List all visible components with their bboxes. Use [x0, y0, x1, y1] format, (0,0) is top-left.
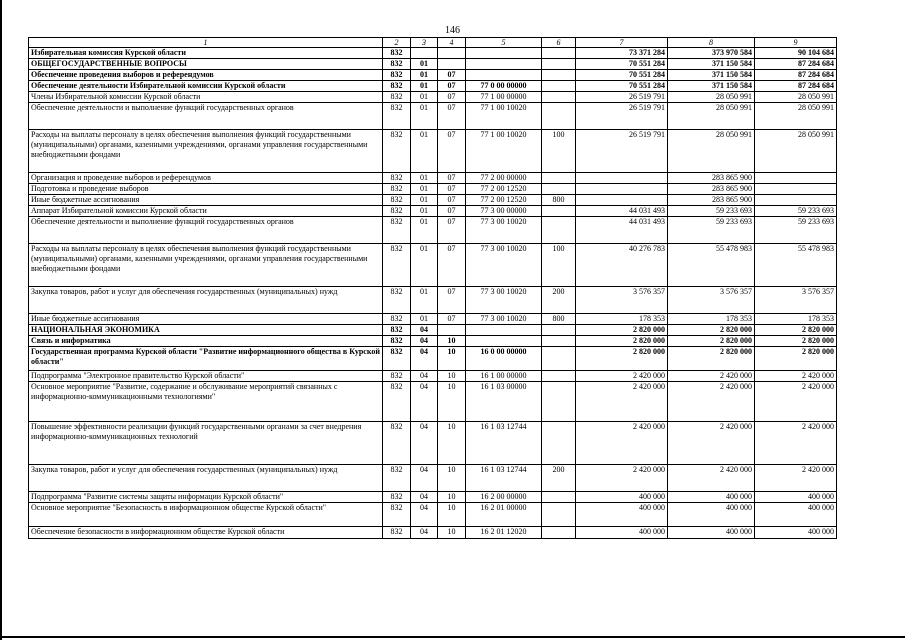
- rz-cell: 01: [411, 244, 438, 287]
- amount-year2-cell: 2 420 000: [668, 382, 755, 422]
- pr-cell: 07: [438, 195, 466, 206]
- gr-cell: 832: [383, 92, 411, 103]
- amount-year3-cell: 90 104 684: [755, 48, 837, 59]
- amount-year3-cell: [755, 195, 837, 206]
- amount-year2-cell: 55 478 983: [668, 244, 755, 287]
- pr-cell: 07: [438, 173, 466, 184]
- header-cell: 8: [668, 38, 755, 48]
- pr-cell: [438, 325, 466, 336]
- name-cell: Закупка товаров, работ и услуг для обеспечения государственных (муниципальных) нужд: [29, 465, 383, 492]
- gr-cell: 832: [383, 347, 411, 371]
- pr-cell: 07: [438, 103, 466, 130]
- name-cell: НАЦИОНАЛЬНАЯ ЭКОНОМИКА: [29, 325, 383, 336]
- table-row: [29, 314, 837, 325]
- amount-year2-cell: 400 000: [668, 527, 755, 539]
- table-row: [29, 48, 837, 59]
- pr-cell: [438, 48, 466, 59]
- name-cell: Иные бюджетные ассигнования: [29, 195, 383, 206]
- header-cell: 5: [466, 38, 542, 48]
- gr-cell: 832: [383, 59, 411, 70]
- amount-year1-cell: 2 420 000: [576, 422, 668, 465]
- table-row: [29, 382, 837, 422]
- header-cell: 7: [576, 38, 668, 48]
- name-cell: Подпрограмма "Развитие системы защиты информации Курской области": [29, 492, 383, 503]
- amount-year2-cell: 400 000: [668, 503, 755, 527]
- amount-year3-cell: [755, 184, 837, 195]
- gr-cell: 832: [383, 48, 411, 59]
- name-cell: Обеспечение безопасности в информационном обществе Курской области: [29, 527, 383, 539]
- rz-cell: 01: [411, 81, 438, 92]
- amount-year2-cell: 283 865 900: [668, 195, 755, 206]
- vr-cell: [542, 184, 576, 195]
- pr-cell: 10: [438, 347, 466, 371]
- csr-cell: 77 3 00 00000: [466, 206, 542, 217]
- amount-year1-cell: 178 353: [576, 314, 668, 325]
- amount-year3-cell: 28 050 991: [755, 103, 837, 130]
- csr-cell: 77 3 00 10020: [466, 244, 542, 287]
- amount-year1-cell: 2 420 000: [576, 382, 668, 422]
- amount-year3-cell: 87 284 684: [755, 81, 837, 92]
- table-row: [29, 92, 837, 103]
- amount-year1-cell: 26 519 791: [576, 103, 668, 130]
- name-cell: Иные бюджетные ассигнования: [29, 314, 383, 325]
- rz-cell: 01: [411, 70, 438, 81]
- amount-year2-cell: 2 420 000: [668, 465, 755, 492]
- pr-cell: 10: [438, 336, 466, 347]
- header-cell: 2: [383, 38, 411, 48]
- pr-cell: 07: [438, 287, 466, 314]
- amount-year3-cell: 87 284 684: [755, 70, 837, 81]
- table-row: [29, 527, 837, 539]
- header-cell: 1: [29, 38, 383, 48]
- header-cell: 6: [542, 38, 576, 48]
- vr-cell: [542, 48, 576, 59]
- pr-cell: 07: [438, 130, 466, 173]
- csr-cell: 77 3 00 10020: [466, 314, 542, 325]
- gr-cell: 832: [383, 70, 411, 81]
- amount-year2-cell: 3 576 357: [668, 287, 755, 314]
- amount-year3-cell: 59 233 693: [755, 217, 837, 244]
- table-row: [29, 130, 837, 173]
- amount-year1-cell: 26 519 791: [576, 92, 668, 103]
- table-row: [29, 244, 837, 287]
- amount-year1-cell: 70 551 284: [576, 70, 668, 81]
- pr-cell: 07: [438, 314, 466, 325]
- name-cell: Расходы на выплаты персоналу в целях обеспечения выполнения функций государственными (муниципальными) органами, казенными учреждениями, органами управления государственными внебюджетными фондами: [29, 244, 383, 287]
- header-cell: 4: [438, 38, 466, 48]
- vr-cell: [542, 503, 576, 527]
- amount-year2-cell: 2 820 000: [668, 336, 755, 347]
- table-row: [29, 173, 837, 184]
- name-cell: Члены Избирательной комиссии Курской области: [29, 92, 383, 103]
- amount-year2-cell: 28 050 991: [668, 92, 755, 103]
- table-row: [29, 206, 837, 217]
- amount-year1-cell: 400 000: [576, 503, 668, 527]
- csr-cell: 16 2 01 12020: [466, 527, 542, 539]
- gr-cell: 832: [383, 336, 411, 347]
- amount-year3-cell: 3 576 357: [755, 287, 837, 314]
- pr-cell: 07: [438, 92, 466, 103]
- gr-cell: 832: [383, 130, 411, 173]
- name-cell: Обеспечение деятельности и выполнение функций государственных органов: [29, 103, 383, 130]
- vr-cell: [542, 527, 576, 539]
- name-cell: ОБЩЕГОСУДАРСТВЕННЫЕ ВОПРОСЫ: [29, 59, 383, 70]
- amount-year2-cell: 2 420 000: [668, 371, 755, 382]
- amount-year3-cell: 2 820 000: [755, 336, 837, 347]
- gr-cell: 832: [383, 195, 411, 206]
- vr-cell: 200: [542, 465, 576, 492]
- amount-year1-cell: 2 420 000: [576, 371, 668, 382]
- name-cell: Основное мероприятие "Развитие, содержание и обслуживание мероприятий связанных с информационно-коммуникационными технологиями": [29, 382, 383, 422]
- amount-year3-cell: 28 050 991: [755, 130, 837, 173]
- vr-cell: [542, 492, 576, 503]
- amount-year3-cell: 2 820 000: [755, 347, 837, 371]
- amount-year3-cell: 55 478 983: [755, 244, 837, 287]
- rz-cell: 01: [411, 184, 438, 195]
- csr-cell: 16 1 03 12744: [466, 422, 542, 465]
- name-cell: Организация и проведение выборов и референдумов: [29, 173, 383, 184]
- page-number: 146: [445, 25, 460, 36]
- vr-cell: [542, 217, 576, 244]
- vr-cell: 800: [542, 195, 576, 206]
- amount-year1-cell: 44 031 493: [576, 206, 668, 217]
- csr-cell: 77 2 00 12520: [466, 184, 542, 195]
- rz-cell: 01: [411, 103, 438, 130]
- amount-year1-cell: 73 371 284: [576, 48, 668, 59]
- amount-year3-cell: 178 353: [755, 314, 837, 325]
- vr-cell: 100: [542, 244, 576, 287]
- amount-year1-cell: 400 000: [576, 492, 668, 503]
- amount-year3-cell: 2 420 000: [755, 422, 837, 465]
- vr-cell: [542, 81, 576, 92]
- amount-year3-cell: 2 420 000: [755, 371, 837, 382]
- rz-cell: 04: [411, 492, 438, 503]
- amount-year1-cell: 2 420 000: [576, 465, 668, 492]
- amount-year1-cell: 3 576 357: [576, 287, 668, 314]
- rz-cell: 04: [411, 465, 438, 492]
- pr-cell: 07: [438, 70, 466, 81]
- gr-cell: 832: [383, 465, 411, 492]
- name-cell: Подготовка и проведение выборов: [29, 184, 383, 195]
- amount-year2-cell: 28 050 991: [668, 103, 755, 130]
- pr-cell: [438, 59, 466, 70]
- table-row: [29, 81, 837, 92]
- gr-cell: 832: [383, 244, 411, 287]
- gr-cell: 832: [383, 527, 411, 539]
- gr-cell: 832: [383, 103, 411, 130]
- csr-cell: 77 3 00 10020: [466, 217, 542, 244]
- amount-year2-cell: 373 970 584: [668, 48, 755, 59]
- vr-cell: 800: [542, 314, 576, 325]
- table-row: [29, 492, 837, 503]
- amount-year1-cell: 40 276 783: [576, 244, 668, 287]
- table-row: [29, 503, 837, 527]
- amount-year3-cell: 400 000: [755, 492, 837, 503]
- csr-cell: [466, 70, 542, 81]
- csr-cell: [466, 336, 542, 347]
- vr-cell: [542, 173, 576, 184]
- rz-cell: 01: [411, 59, 438, 70]
- amount-year2-cell: 2 420 000: [668, 422, 755, 465]
- table-row: [29, 325, 837, 336]
- pr-cell: 07: [438, 184, 466, 195]
- amount-year2-cell: 178 353: [668, 314, 755, 325]
- pr-cell: 10: [438, 492, 466, 503]
- rz-cell: 04: [411, 325, 438, 336]
- rz-cell: 01: [411, 217, 438, 244]
- amount-year1-cell: 44 031 493: [576, 217, 668, 244]
- name-cell: Связь и информатика: [29, 336, 383, 347]
- csr-cell: 77 3 00 10020: [466, 287, 542, 314]
- amount-year2-cell: 400 000: [668, 492, 755, 503]
- name-cell: Закупка товаров, работ и услуг для обеспечения государственных (муниципальных) нужд: [29, 287, 383, 314]
- name-cell: Избирательная комиссия Курской области: [29, 48, 383, 59]
- header-cell: 3: [411, 38, 438, 48]
- gr-cell: 832: [383, 371, 411, 382]
- csr-cell: 16 0 00 00000: [466, 347, 542, 371]
- gr-cell: 832: [383, 184, 411, 195]
- table-row: [29, 184, 837, 195]
- table-row: [29, 336, 837, 347]
- table-row: [29, 465, 837, 492]
- amount-year2-cell: 59 233 693: [668, 206, 755, 217]
- rz-cell: 04: [411, 347, 438, 371]
- rz-cell: 04: [411, 336, 438, 347]
- header-cell: 9: [755, 38, 837, 48]
- pr-cell: 07: [438, 81, 466, 92]
- table-row: [29, 422, 837, 465]
- amount-year3-cell: 28 050 991: [755, 92, 837, 103]
- rz-cell: 04: [411, 382, 438, 422]
- gr-cell: 832: [383, 287, 411, 314]
- csr-cell: 77 2 00 12520: [466, 195, 542, 206]
- name-cell: Обеспечение проведения выборов и референдумов: [29, 70, 383, 81]
- csr-cell: [466, 48, 542, 59]
- gr-cell: 832: [383, 314, 411, 325]
- amount-year2-cell: 371 150 584: [668, 70, 755, 81]
- rz-cell: 01: [411, 314, 438, 325]
- vr-cell: [542, 103, 576, 130]
- gr-cell: 832: [383, 206, 411, 217]
- csr-cell: 16 1 00 00000: [466, 371, 542, 382]
- csr-cell: 16 1 03 12744: [466, 465, 542, 492]
- csr-cell: 16 2 01 00000: [466, 503, 542, 527]
- amount-year2-cell: 2 820 000: [668, 325, 755, 336]
- pr-cell: 10: [438, 382, 466, 422]
- gr-cell: 832: [383, 325, 411, 336]
- csr-cell: 77 1 00 10020: [466, 130, 542, 173]
- table-header-row: [29, 38, 837, 48]
- csr-cell: 16 2 00 00000: [466, 492, 542, 503]
- pr-cell: 10: [438, 503, 466, 527]
- amount-year3-cell: 2 420 000: [755, 465, 837, 492]
- amount-year3-cell: 2 820 000: [755, 325, 837, 336]
- rz-cell: 01: [411, 195, 438, 206]
- vr-cell: [542, 92, 576, 103]
- rz-cell: 04: [411, 527, 438, 539]
- csr-cell: 77 2 00 00000: [466, 173, 542, 184]
- vr-cell: [542, 325, 576, 336]
- pr-cell: 07: [438, 217, 466, 244]
- amount-year2-cell: 28 050 991: [668, 130, 755, 173]
- rz-cell: 01: [411, 173, 438, 184]
- gr-cell: 832: [383, 382, 411, 422]
- rz-cell: 04: [411, 503, 438, 527]
- vr-cell: [542, 422, 576, 465]
- vr-cell: [542, 347, 576, 371]
- amount-year1-cell: [576, 173, 668, 184]
- amount-year1-cell: 2 820 000: [576, 336, 668, 347]
- vr-cell: [542, 59, 576, 70]
- pr-cell: 10: [438, 422, 466, 465]
- pr-cell: 07: [438, 206, 466, 217]
- name-cell: Повышение эффективности реализации функций государственными органами за счет внедрения информационно-коммуникационных технологий: [29, 422, 383, 465]
- scan-edge-bottom: [0, 636, 905, 638]
- rz-cell: 01: [411, 206, 438, 217]
- name-cell: Подпрограмма "Электронное правительство Курской области": [29, 371, 383, 382]
- table-row: [29, 347, 837, 371]
- amount-year1-cell: [576, 195, 668, 206]
- amount-year1-cell: 26 519 791: [576, 130, 668, 173]
- table-row: [29, 371, 837, 382]
- csr-cell: 77 1 00 00000: [466, 92, 542, 103]
- amount-year1-cell: 2 820 000: [576, 347, 668, 371]
- name-cell: Обеспечение деятельности Избирательной комиссии Курской области: [29, 81, 383, 92]
- amount-year2-cell: 2 820 000: [668, 347, 755, 371]
- csr-cell: 16 1 03 00000: [466, 382, 542, 422]
- amount-year1-cell: 70 551 284: [576, 81, 668, 92]
- table-row: [29, 70, 837, 81]
- name-cell: Обеспечение деятельности и выполнение функций государственных органов: [29, 217, 383, 244]
- vr-cell: [542, 70, 576, 81]
- table-row: [29, 217, 837, 244]
- vr-cell: [542, 206, 576, 217]
- table-row: [29, 103, 837, 130]
- vr-cell: 200: [542, 287, 576, 314]
- pr-cell: 10: [438, 527, 466, 539]
- amount-year2-cell: 283 865 900: [668, 173, 755, 184]
- pr-cell: 10: [438, 465, 466, 492]
- table-row: [29, 59, 837, 70]
- amount-year3-cell: [755, 173, 837, 184]
- amount-year3-cell: 400 000: [755, 503, 837, 527]
- name-cell: Государственная программа Курской области "Развитие информационного общества в Курской области": [29, 347, 383, 371]
- amount-year1-cell: 2 820 000: [576, 325, 668, 336]
- amount-year3-cell: 59 233 693: [755, 206, 837, 217]
- name-cell: Расходы на выплаты персоналу в целях обеспечения выполнения функций государственными (муниципальными) органами, казенными учреждениями, органами управления государственными внебюджетными фондами: [29, 130, 383, 173]
- rz-cell: 01: [411, 130, 438, 173]
- vr-cell: [542, 382, 576, 422]
- gr-cell: 832: [383, 422, 411, 465]
- vr-cell: [542, 371, 576, 382]
- vr-cell: [542, 336, 576, 347]
- gr-cell: 832: [383, 492, 411, 503]
- pr-cell: 10: [438, 371, 466, 382]
- csr-cell: [466, 59, 542, 70]
- table-row: [29, 287, 837, 314]
- pr-cell: 07: [438, 244, 466, 287]
- gr-cell: 832: [383, 173, 411, 184]
- rz-cell: 04: [411, 371, 438, 382]
- scan-edge-left: [0, 0, 2, 640]
- csr-cell: 77 0 00 00000: [466, 81, 542, 92]
- name-cell: Аппарат Избирательной комиссии Курской области: [29, 206, 383, 217]
- rz-cell: 04: [411, 422, 438, 465]
- csr-cell: [466, 325, 542, 336]
- rz-cell: [411, 48, 438, 59]
- amount-year1-cell: [576, 184, 668, 195]
- gr-cell: 832: [383, 217, 411, 244]
- amount-year2-cell: 371 150 584: [668, 59, 755, 70]
- rz-cell: 01: [411, 287, 438, 314]
- gr-cell: 832: [383, 81, 411, 92]
- rz-cell: 01: [411, 92, 438, 103]
- table-row: [29, 195, 837, 206]
- amount-year2-cell: 59 233 693: [668, 217, 755, 244]
- csr-cell: 77 1 00 10020: [466, 103, 542, 130]
- amount-year3-cell: 2 420 000: [755, 382, 837, 422]
- amount-year2-cell: 283 865 900: [668, 184, 755, 195]
- amount-year3-cell: 400 000: [755, 527, 837, 539]
- amount-year3-cell: 87 284 684: [755, 59, 837, 70]
- amount-year2-cell: 371 150 584: [668, 81, 755, 92]
- budget-table: [28, 37, 837, 539]
- gr-cell: 832: [383, 503, 411, 527]
- vr-cell: 100: [542, 130, 576, 173]
- amount-year1-cell: 70 551 284: [576, 59, 668, 70]
- name-cell: Основное мероприятие "Безопасность в информационном обществе Курской области": [29, 503, 383, 527]
- amount-year1-cell: 400 000: [576, 527, 668, 539]
